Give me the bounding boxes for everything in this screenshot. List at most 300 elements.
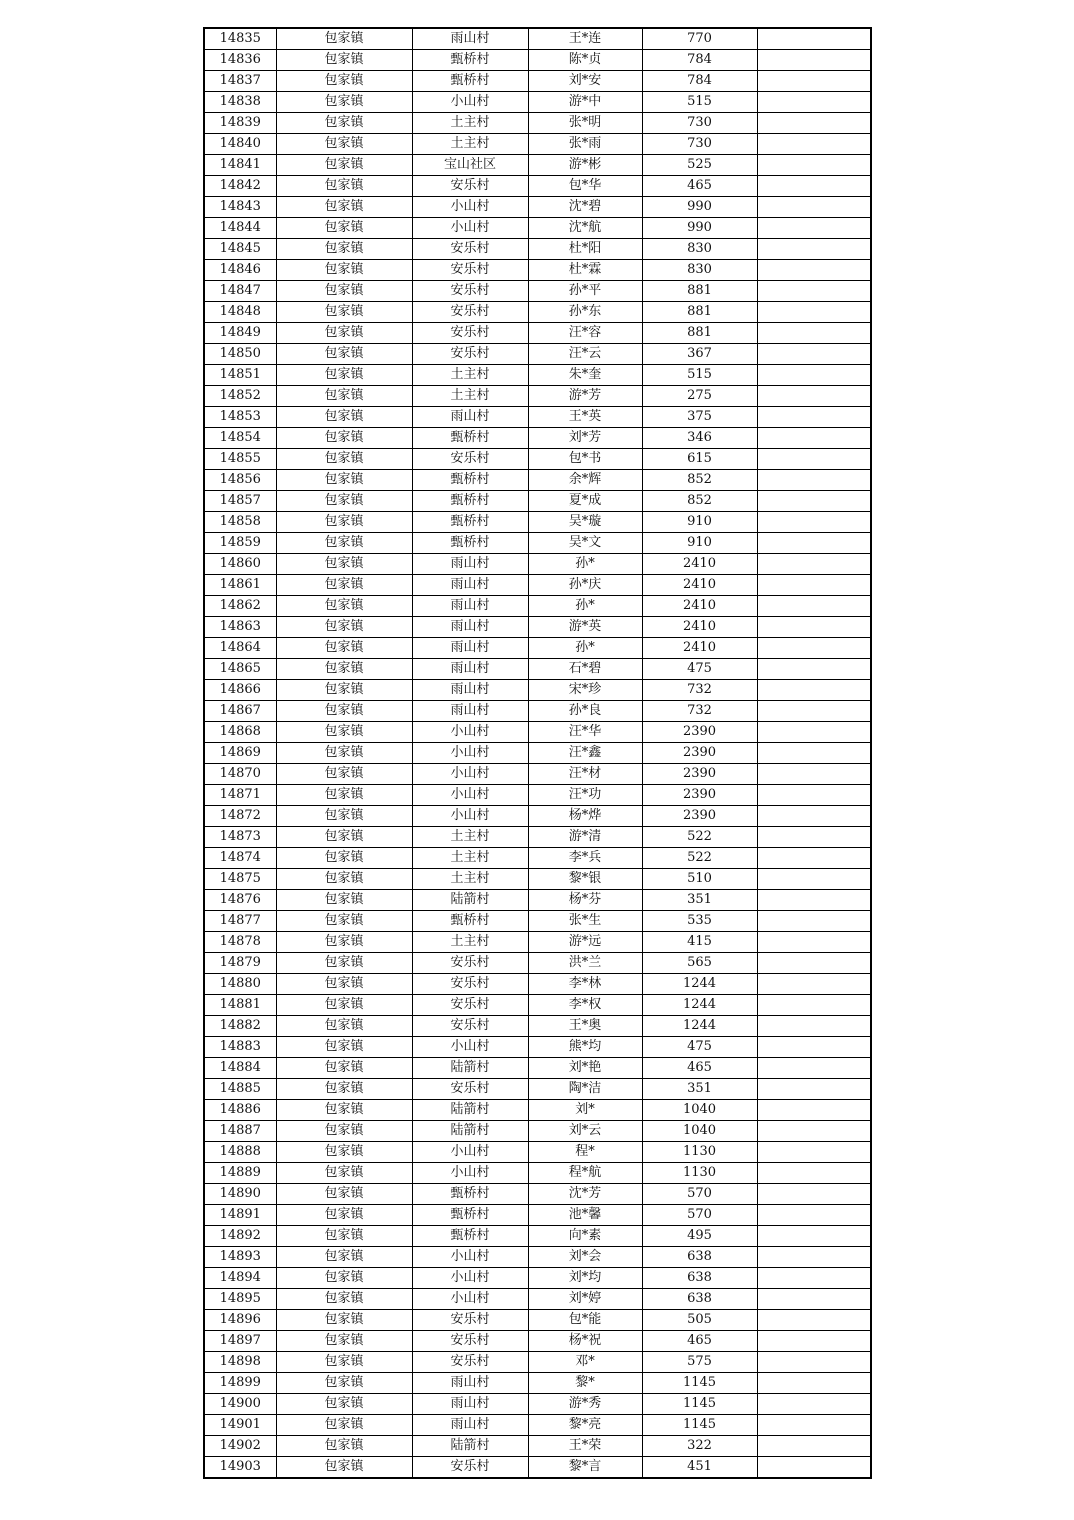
remark-cell: [757, 281, 871, 302]
village-cell: 安乐村: [412, 323, 528, 344]
table-row: [204, 848, 871, 869]
amount-cell: 1244: [642, 974, 757, 995]
remark-cell: [757, 50, 871, 71]
name-cell: 游*远: [528, 932, 642, 953]
table-row: [204, 1121, 871, 1142]
table-row: [204, 428, 871, 449]
remark-cell: [757, 533, 871, 554]
table-row: [204, 449, 871, 470]
name-cell: 包*书: [528, 449, 642, 470]
name-cell: 游*秀: [528, 1394, 642, 1415]
amount-cell: 495: [642, 1226, 757, 1247]
id-cell: 14859: [204, 533, 276, 554]
remark-cell: [757, 1079, 871, 1100]
village-cell: 安乐村: [412, 1079, 528, 1100]
table-row: [204, 260, 871, 281]
amount-cell: 535: [642, 911, 757, 932]
name-cell: 黎*言: [528, 1457, 642, 1479]
remark-cell: [757, 239, 871, 260]
village-cell: 雨山村: [412, 617, 528, 638]
town-cell: 包家镇: [276, 113, 412, 134]
amount-cell: 1145: [642, 1394, 757, 1415]
amount-cell: 830: [642, 260, 757, 281]
village-cell: 雨山村: [412, 407, 528, 428]
village-cell: 小山村: [412, 1268, 528, 1289]
table-row: [204, 1289, 871, 1310]
town-cell: 包家镇: [276, 932, 412, 953]
village-cell: 安乐村: [412, 302, 528, 323]
name-cell: 游*彬: [528, 155, 642, 176]
id-cell: 14874: [204, 848, 276, 869]
table-row: [204, 806, 871, 827]
remark-cell: [757, 134, 871, 155]
table-row: [204, 575, 871, 596]
id-cell: 14872: [204, 806, 276, 827]
name-cell: 汪*容: [528, 323, 642, 344]
name-cell: 余*辉: [528, 470, 642, 491]
town-cell: 包家镇: [276, 1121, 412, 1142]
town-cell: 包家镇: [276, 1142, 412, 1163]
name-cell: 朱*奎: [528, 365, 642, 386]
town-cell: 包家镇: [276, 764, 412, 785]
table-row: [204, 554, 871, 575]
town-cell: 包家镇: [276, 407, 412, 428]
id-cell: 14894: [204, 1268, 276, 1289]
id-cell: 14854: [204, 428, 276, 449]
town-cell: 包家镇: [276, 806, 412, 827]
town-cell: 包家镇: [276, 1205, 412, 1226]
amount-cell: 346: [642, 428, 757, 449]
table-row: [204, 491, 871, 512]
village-cell: 安乐村: [412, 1352, 528, 1373]
remark-cell: [757, 1394, 871, 1415]
amount-cell: 451: [642, 1457, 757, 1479]
amount-cell: 910: [642, 512, 757, 533]
id-cell: 14886: [204, 1100, 276, 1121]
village-cell: 雨山村: [412, 1373, 528, 1394]
town-cell: 包家镇: [276, 470, 412, 491]
village-cell: 甄桥村: [412, 71, 528, 92]
town-cell: 包家镇: [276, 386, 412, 407]
name-cell: 刘*安: [528, 71, 642, 92]
table-row: [204, 764, 871, 785]
id-cell: 14839: [204, 113, 276, 134]
id-cell: 14868: [204, 722, 276, 743]
village-cell: 雨山村: [412, 575, 528, 596]
id-cell: 14900: [204, 1394, 276, 1415]
table-row: [204, 323, 871, 344]
id-cell: 14883: [204, 1037, 276, 1058]
town-cell: 包家镇: [276, 50, 412, 71]
town-cell: 包家镇: [276, 365, 412, 386]
remark-cell: [757, 638, 871, 659]
town-cell: 包家镇: [276, 1289, 412, 1310]
amount-cell: 525: [642, 155, 757, 176]
id-cell: 14897: [204, 1331, 276, 1352]
id-cell: 14895: [204, 1289, 276, 1310]
remark-cell: [757, 932, 871, 953]
name-cell: 沈*芳: [528, 1184, 642, 1205]
name-cell: 刘*: [528, 1100, 642, 1121]
name-cell: 游*芳: [528, 386, 642, 407]
amount-cell: 2410: [642, 554, 757, 575]
amount-cell: 732: [642, 701, 757, 722]
table-row: [204, 92, 871, 113]
town-cell: 包家镇: [276, 92, 412, 113]
remark-cell: [757, 1352, 871, 1373]
village-cell: 甄桥村: [412, 1205, 528, 1226]
id-cell: 14840: [204, 134, 276, 155]
amount-cell: 784: [642, 71, 757, 92]
id-cell: 14849: [204, 323, 276, 344]
table-row: [204, 1457, 871, 1479]
table-row: [204, 1163, 871, 1184]
table-row: [204, 28, 871, 50]
id-cell: 14841: [204, 155, 276, 176]
name-cell: 李*权: [528, 995, 642, 1016]
name-cell: 黎*: [528, 1373, 642, 1394]
name-cell: 张*雨: [528, 134, 642, 155]
name-cell: 汪*华: [528, 722, 642, 743]
id-cell: 14847: [204, 281, 276, 302]
town-cell: 包家镇: [276, 218, 412, 239]
name-cell: 汪*云: [528, 344, 642, 365]
name-cell: 吴*文: [528, 533, 642, 554]
remark-cell: [757, 869, 871, 890]
id-cell: 14850: [204, 344, 276, 365]
town-cell: 包家镇: [276, 1163, 412, 1184]
amount-cell: 730: [642, 113, 757, 134]
village-cell: 小山村: [412, 806, 528, 827]
remark-cell: [757, 113, 871, 134]
town-cell: 包家镇: [276, 491, 412, 512]
name-cell: 杜*霖: [528, 260, 642, 281]
name-cell: 吴*璇: [528, 512, 642, 533]
id-cell: 14838: [204, 92, 276, 113]
id-cell: 14888: [204, 1142, 276, 1163]
amount-cell: 522: [642, 827, 757, 848]
village-cell: 甄桥村: [412, 911, 528, 932]
village-cell: 安乐村: [412, 344, 528, 365]
id-cell: 14885: [204, 1079, 276, 1100]
table-row: [204, 617, 871, 638]
remark-cell: [757, 1457, 871, 1479]
village-cell: 安乐村: [412, 260, 528, 281]
name-cell: 刘*会: [528, 1247, 642, 1268]
amount-cell: 830: [642, 239, 757, 260]
table-row: [204, 1016, 871, 1037]
village-cell: 安乐村: [412, 449, 528, 470]
remark-cell: [757, 218, 871, 239]
village-cell: 甄桥村: [412, 491, 528, 512]
amount-cell: 638: [642, 1247, 757, 1268]
town-cell: 包家镇: [276, 197, 412, 218]
name-cell: 游*英: [528, 617, 642, 638]
id-cell: 14878: [204, 932, 276, 953]
village-cell: 雨山村: [412, 596, 528, 617]
town-cell: 包家镇: [276, 1058, 412, 1079]
amount-cell: 2390: [642, 785, 757, 806]
remark-cell: [757, 911, 871, 932]
table-row: [204, 680, 871, 701]
table-row: [204, 1205, 871, 1226]
village-cell: 雨山村: [412, 659, 528, 680]
table-row: [204, 1247, 871, 1268]
remark-cell: [757, 407, 871, 428]
village-cell: 小山村: [412, 722, 528, 743]
table-row: [204, 302, 871, 323]
remark-cell: [757, 953, 871, 974]
village-cell: 陆箭村: [412, 1436, 528, 1457]
remark-cell: [757, 554, 871, 575]
town-cell: 包家镇: [276, 701, 412, 722]
name-cell: 刘*艳: [528, 1058, 642, 1079]
remark-cell: [757, 974, 871, 995]
amount-cell: 565: [642, 953, 757, 974]
id-cell: 14845: [204, 239, 276, 260]
village-cell: 陆箭村: [412, 890, 528, 911]
name-cell: 孙*良: [528, 701, 642, 722]
town-cell: 包家镇: [276, 953, 412, 974]
table-row: [204, 1415, 871, 1436]
table-row: [204, 785, 871, 806]
town-cell: 包家镇: [276, 28, 412, 50]
remark-cell: [757, 617, 871, 638]
amount-cell: 881: [642, 302, 757, 323]
remark-cell: [757, 1310, 871, 1331]
amount-cell: 2390: [642, 764, 757, 785]
id-cell: 14892: [204, 1226, 276, 1247]
remark-cell: [757, 827, 871, 848]
table-row: [204, 743, 871, 764]
id-cell: 14865: [204, 659, 276, 680]
id-cell: 14836: [204, 50, 276, 71]
village-cell: 安乐村: [412, 995, 528, 1016]
amount-cell: 522: [642, 848, 757, 869]
id-cell: 14890: [204, 1184, 276, 1205]
remark-cell: [757, 575, 871, 596]
village-cell: 甄桥村: [412, 470, 528, 491]
village-cell: 雨山村: [412, 554, 528, 575]
amount-cell: 415: [642, 932, 757, 953]
table-row: [204, 974, 871, 995]
name-cell: 熊*均: [528, 1037, 642, 1058]
village-cell: 安乐村: [412, 239, 528, 260]
town-cell: 包家镇: [276, 1331, 412, 1352]
remark-cell: [757, 323, 871, 344]
name-cell: 孙*平: [528, 281, 642, 302]
table-row: [204, 596, 871, 617]
amount-cell: 2410: [642, 617, 757, 638]
name-cell: 洪*兰: [528, 953, 642, 974]
remark-cell: [757, 1415, 871, 1436]
village-cell: 陆箭村: [412, 1058, 528, 1079]
id-cell: 14876: [204, 890, 276, 911]
id-cell: 14887: [204, 1121, 276, 1142]
village-cell: 小山村: [412, 743, 528, 764]
table-row: [204, 470, 871, 491]
id-cell: 14896: [204, 1310, 276, 1331]
village-cell: 安乐村: [412, 1310, 528, 1331]
amount-cell: 732: [642, 680, 757, 701]
name-cell: 王*荣: [528, 1436, 642, 1457]
remark-cell: [757, 71, 871, 92]
remark-cell: [757, 28, 871, 50]
town-cell: 包家镇: [276, 995, 412, 1016]
remark-cell: [757, 1268, 871, 1289]
table-row: [204, 722, 871, 743]
amount-cell: 465: [642, 1331, 757, 1352]
town-cell: 包家镇: [276, 596, 412, 617]
remark-cell: [757, 1121, 871, 1142]
name-cell: 游*清: [528, 827, 642, 848]
amount-cell: 638: [642, 1268, 757, 1289]
table-row: [204, 953, 871, 974]
name-cell: 黎*银: [528, 869, 642, 890]
remark-cell: [757, 785, 871, 806]
town-cell: 包家镇: [276, 239, 412, 260]
table-row: [204, 218, 871, 239]
id-cell: 14869: [204, 743, 276, 764]
remark-cell: [757, 365, 871, 386]
remark-cell: [757, 1247, 871, 1268]
village-cell: 甄桥村: [412, 428, 528, 449]
remark-cell: [757, 743, 871, 764]
amount-cell: 475: [642, 1037, 757, 1058]
village-cell: 雨山村: [412, 638, 528, 659]
remark-cell: [757, 92, 871, 113]
id-cell: 14857: [204, 491, 276, 512]
village-cell: 小山村: [412, 1142, 528, 1163]
amount-cell: 375: [642, 407, 757, 428]
town-cell: 包家镇: [276, 428, 412, 449]
village-cell: 土主村: [412, 365, 528, 386]
id-cell: 14863: [204, 617, 276, 638]
amount-cell: 367: [642, 344, 757, 365]
town-cell: 包家镇: [276, 1226, 412, 1247]
table-row: [204, 932, 871, 953]
town-cell: 包家镇: [276, 1352, 412, 1373]
town-cell: 包家镇: [276, 1415, 412, 1436]
remark-cell: [757, 1058, 871, 1079]
amount-cell: 465: [642, 1058, 757, 1079]
remark-cell: [757, 1184, 871, 1205]
name-cell: 陶*洁: [528, 1079, 642, 1100]
amount-cell: 1130: [642, 1142, 757, 1163]
amount-cell: 1130: [642, 1163, 757, 1184]
table-row: [204, 1100, 871, 1121]
table-row: [204, 1268, 871, 1289]
town-cell: 包家镇: [276, 176, 412, 197]
remark-cell: [757, 1016, 871, 1037]
town-cell: 包家镇: [276, 680, 412, 701]
name-cell: 沈*航: [528, 218, 642, 239]
amount-cell: 1145: [642, 1415, 757, 1436]
town-cell: 包家镇: [276, 260, 412, 281]
village-cell: 安乐村: [412, 281, 528, 302]
table-row: [204, 1352, 871, 1373]
village-cell: 小山村: [412, 1163, 528, 1184]
id-cell: 14851: [204, 365, 276, 386]
amount-cell: 730: [642, 134, 757, 155]
name-cell: 刘*婷: [528, 1289, 642, 1310]
remark-cell: [757, 1142, 871, 1163]
id-cell: 14856: [204, 470, 276, 491]
remark-cell: [757, 470, 871, 491]
amount-cell: 852: [642, 491, 757, 512]
table-row: [204, 1331, 871, 1352]
town-cell: 包家镇: [276, 323, 412, 344]
name-cell: 邓*: [528, 1352, 642, 1373]
id-cell: 14842: [204, 176, 276, 197]
village-cell: 土主村: [412, 932, 528, 953]
id-cell: 14899: [204, 1373, 276, 1394]
id-cell: 14881: [204, 995, 276, 1016]
amount-cell: 570: [642, 1184, 757, 1205]
remark-cell: [757, 1205, 871, 1226]
remark-cell: [757, 491, 871, 512]
id-cell: 14860: [204, 554, 276, 575]
village-cell: 雨山村: [412, 701, 528, 722]
name-cell: 黎*亮: [528, 1415, 642, 1436]
amount-cell: 881: [642, 281, 757, 302]
name-cell: 王*英: [528, 407, 642, 428]
village-cell: 小山村: [412, 197, 528, 218]
id-cell: 14862: [204, 596, 276, 617]
table-row: [204, 1373, 871, 1394]
village-cell: 雨山村: [412, 28, 528, 50]
table-row: [204, 1394, 871, 1415]
id-cell: 14873: [204, 827, 276, 848]
name-cell: 石*碧: [528, 659, 642, 680]
table-row: [204, 512, 871, 533]
town-cell: 包家镇: [276, 743, 412, 764]
remark-cell: [757, 659, 871, 680]
amount-cell: 1145: [642, 1373, 757, 1394]
town-cell: 包家镇: [276, 344, 412, 365]
remark-cell: [757, 1226, 871, 1247]
name-cell: 孙*: [528, 596, 642, 617]
table-row: [204, 1310, 871, 1331]
village-cell: 小山村: [412, 764, 528, 785]
table-row: [204, 638, 871, 659]
town-cell: 包家镇: [276, 617, 412, 638]
remark-cell: [757, 596, 871, 617]
remark-cell: [757, 155, 871, 176]
name-cell: 杨*芬: [528, 890, 642, 911]
town-cell: 包家镇: [276, 1436, 412, 1457]
name-cell: 孙*庆: [528, 575, 642, 596]
id-cell: 14884: [204, 1058, 276, 1079]
name-cell: 王*奥: [528, 1016, 642, 1037]
id-cell: 14855: [204, 449, 276, 470]
table-row: [204, 890, 871, 911]
name-cell: 李*兵: [528, 848, 642, 869]
town-cell: 包家镇: [276, 869, 412, 890]
table-row: [204, 50, 871, 71]
table-body: [204, 28, 871, 1478]
name-cell: 包*能: [528, 1310, 642, 1331]
data-table: [203, 27, 872, 1479]
table-row: [204, 869, 871, 890]
town-cell: 包家镇: [276, 1457, 412, 1479]
amount-cell: 990: [642, 218, 757, 239]
amount-cell: 275: [642, 386, 757, 407]
amount-cell: 990: [642, 197, 757, 218]
amount-cell: 475: [642, 659, 757, 680]
table-row: [204, 827, 871, 848]
remark-cell: [757, 680, 871, 701]
